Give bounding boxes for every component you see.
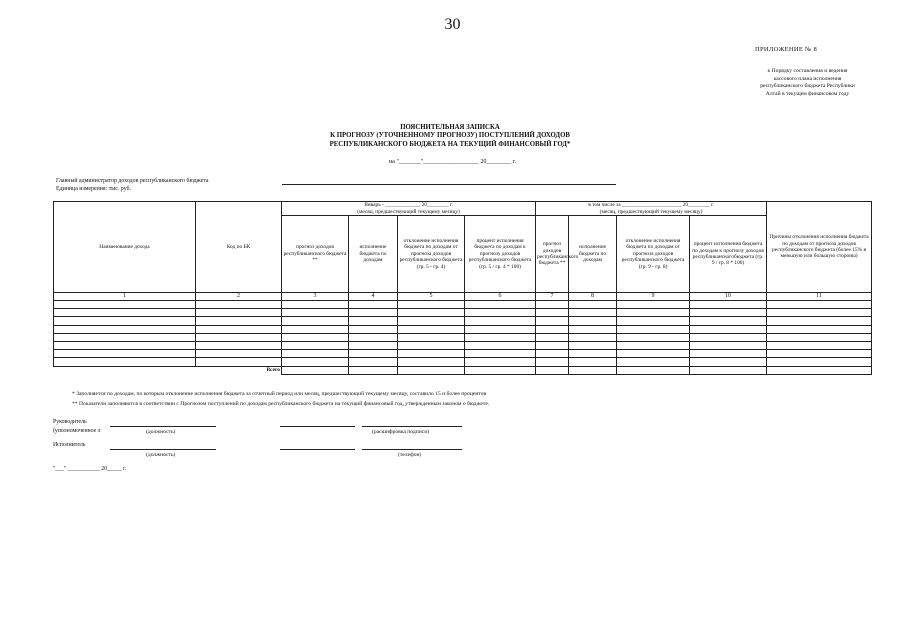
col-header-9: отклонение исполнения бюджета по доходам от прогноза доходов республиканского бюджета (гр. 9 - гр. 8) xyxy=(617,216,690,293)
position-caption: (должность) xyxy=(146,429,176,435)
position-line[interactable] xyxy=(110,426,216,427)
page-number: 30 xyxy=(444,16,461,33)
col-header-reasons: Причины отклонения исполнения бюджета по доходам от прогноза доходов республиканского бюджета (более 15% в меньшую или большую стороны) xyxy=(767,202,872,293)
table-row[interactable] xyxy=(54,358,872,366)
col-number: 9 xyxy=(617,293,690,301)
group1-sub: (месяц, предшествующий текущему месяцу) xyxy=(357,208,460,215)
table-row[interactable] xyxy=(54,333,872,341)
report-date: на "_______"__________________ 20________ г. xyxy=(388,158,517,165)
signature-date: "___" ___________ 20_____ г. xyxy=(53,466,127,472)
appendix-line: республиканского бюджета Республики xyxy=(760,83,855,90)
executor-label: Исполнитель xyxy=(53,442,86,448)
admin-input-line[interactable] xyxy=(282,184,616,185)
table-row[interactable] xyxy=(54,350,872,358)
admin-label: Главный администратор доходов республиканского бюджета xyxy=(56,178,209,184)
appendix-description xyxy=(740,68,875,98)
group2-sub: (месяц, предшествующий текущему месяцу) xyxy=(599,208,703,215)
col-number: 5 xyxy=(398,293,465,301)
col-header-8: исполнение бюджета по доходам xyxy=(569,216,617,293)
title-line: ПОЯСНИТЕЛЬНАЯ ЗАПИСКА xyxy=(400,124,500,131)
decoding-caption: (расшифровка подписи) xyxy=(372,429,430,435)
group2-header xyxy=(536,202,767,216)
col-header-6: процент исполнения бюджета по доходам к прогнозу доходов республиканского бюджета (гр. 5 / гр. 4 * 100) xyxy=(465,216,536,293)
phone-caption: (телефон) xyxy=(398,452,422,458)
table-row[interactable] xyxy=(54,317,872,325)
phone-line[interactable] xyxy=(362,449,462,450)
admin-block xyxy=(56,178,208,193)
table-row[interactable] xyxy=(54,309,872,317)
table-row[interactable] xyxy=(54,301,872,309)
executor-position-caption: (должность) xyxy=(146,452,176,458)
table-row[interactable] xyxy=(54,341,872,349)
col-header-4: исполнение бюджета по доходам xyxy=(349,216,398,293)
col-number: 3 xyxy=(282,293,349,301)
col-header-name: Наименование дохода xyxy=(54,202,196,293)
appendix-title: ПРИЛОЖЕНИЕ № 8 xyxy=(755,46,817,53)
appendix-line: кассового плана исполнения xyxy=(773,75,842,82)
footnote-1: * Заполняется по доходам, по которым отклонение исполнения бюджета за отчетный период или месяц, предшествующий текущему месяцу, составило 15 и более процентов xyxy=(72,391,487,397)
col-header-kbk: Код по БК xyxy=(196,202,282,293)
col-header-5: отклонение исполнения бюджета по доходам от прогноза доходов республиканского бюджета (гр. 5 - гр. 4) xyxy=(398,216,465,293)
decoding-line[interactable] xyxy=(362,426,462,427)
col-number: 6 xyxy=(465,293,536,301)
col-number: 1 xyxy=(54,293,196,301)
appendix-line: Алтай в текущем финансовом году xyxy=(765,90,850,97)
total-row xyxy=(54,366,872,374)
group1-header xyxy=(282,202,536,216)
total-label: Всего xyxy=(196,366,282,374)
unit-label: Единица измерения: тыс. руб. xyxy=(56,185,132,192)
col-number: 10 xyxy=(690,293,767,301)
executor-name-line[interactable] xyxy=(280,449,355,450)
executor-position-line[interactable] xyxy=(110,449,216,450)
col-number: 2 xyxy=(196,293,282,301)
document-title xyxy=(200,124,700,149)
footnote-2: ** Показатели заполняются в соответствии с Прогнозом поступлений по доходам республиканского бюджета на текущий финансовый год, утвержденным законом о бюджете. xyxy=(72,401,490,407)
group1-top: Январь - _____________ 20________ г. xyxy=(364,202,453,209)
col-number: 11 xyxy=(767,293,872,301)
table-row[interactable] xyxy=(54,325,872,333)
col-number: 7 xyxy=(536,293,569,301)
col-number: 4 xyxy=(349,293,398,301)
signature-line[interactable] xyxy=(280,426,355,427)
income-table xyxy=(53,201,872,375)
title-line: К ПРОГНОЗУ (УТОЧНЕННОМУ ПРОГНОЗУ) ПОСТУПЛЕНИЙ ДОХОДОВ xyxy=(330,132,570,140)
col-header-10: процент исполнения бюджета по доходам к прогнозу доходов республиканскогобюджета (гр. 9 / гр. 8 * 100) xyxy=(690,216,767,293)
appendix-line: к Порядку составления и ведения xyxy=(767,68,848,74)
title-line: РЕСПУБЛИКАНСКОГО БЮДЖЕТА НА ТЕКУЩИЙ ФИНАНСОВЫЙ ГОД* xyxy=(329,140,571,148)
column-numbers-row xyxy=(54,293,872,301)
group2-top: в том числе за ______________________ 20________ г. xyxy=(588,202,714,209)
head-label: Руководитель xyxy=(53,419,87,425)
head-sub-label: (уполномоченное л xyxy=(53,428,101,434)
col-number: 8 xyxy=(569,293,617,301)
col-header-7: прогноз доходов республиканского бюджета ** xyxy=(536,216,569,293)
col-header-3: прогноз доходов республиканского бюджета ** xyxy=(282,216,349,293)
